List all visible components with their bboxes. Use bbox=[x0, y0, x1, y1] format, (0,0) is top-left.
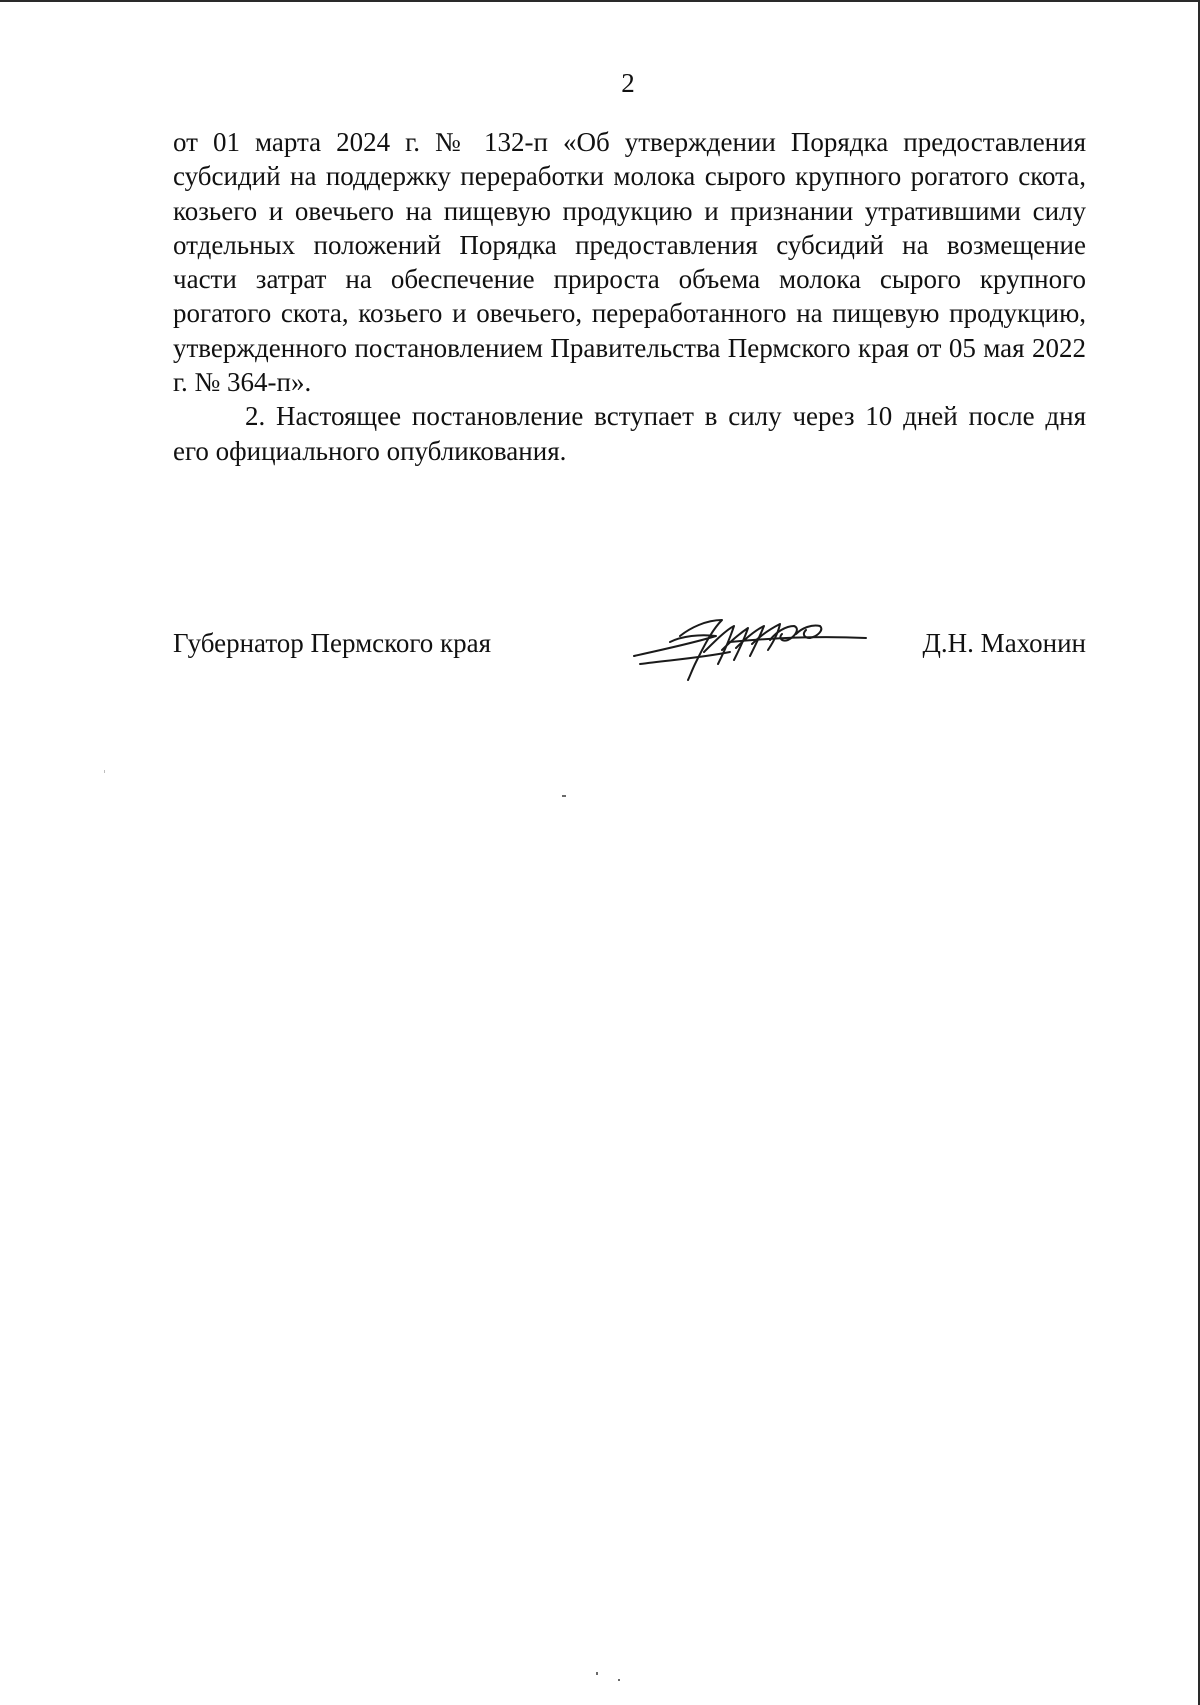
paragraph-continuation: от 01 марта 2024 г. № 132-п «Об утверждении Порядка предоставления субсидий на поддержку переработки молока сырого крупного рогатого скота, козьего и овечьего на пищевую продукцию и признании утратившими силу отдельных положений Порядка предоставления субсидий на возмещение части затрат на обеспечение прироста объема молока сырого крупного рогатого скота, козьего и овечьего, переработанного на пищевую продукцию, утвержденного постановлением Правительства Пермского края от 05 мая 2022 г. № 364-п». bbox=[173, 127, 1086, 398]
handwritten-signature bbox=[630, 606, 870, 686]
document-body bbox=[173, 125, 1086, 468]
paragraph-item-2: 2. Настоящее постановление вступает в силу через 10 дней после дня его официального опубликования. bbox=[173, 401, 1086, 466]
scan-speck bbox=[618, 1679, 620, 1681]
signatory-position: Губернатор Пермского края bbox=[173, 628, 492, 658]
signatory-name: Д.Н. Махонин bbox=[922, 628, 1086, 658]
scan-edge-top bbox=[0, 0, 1200, 2]
scan-speck bbox=[596, 1672, 598, 1675]
scan-speck bbox=[562, 795, 566, 797]
page-number: 2 bbox=[621, 68, 635, 98]
scan-speck bbox=[104, 770, 105, 773]
